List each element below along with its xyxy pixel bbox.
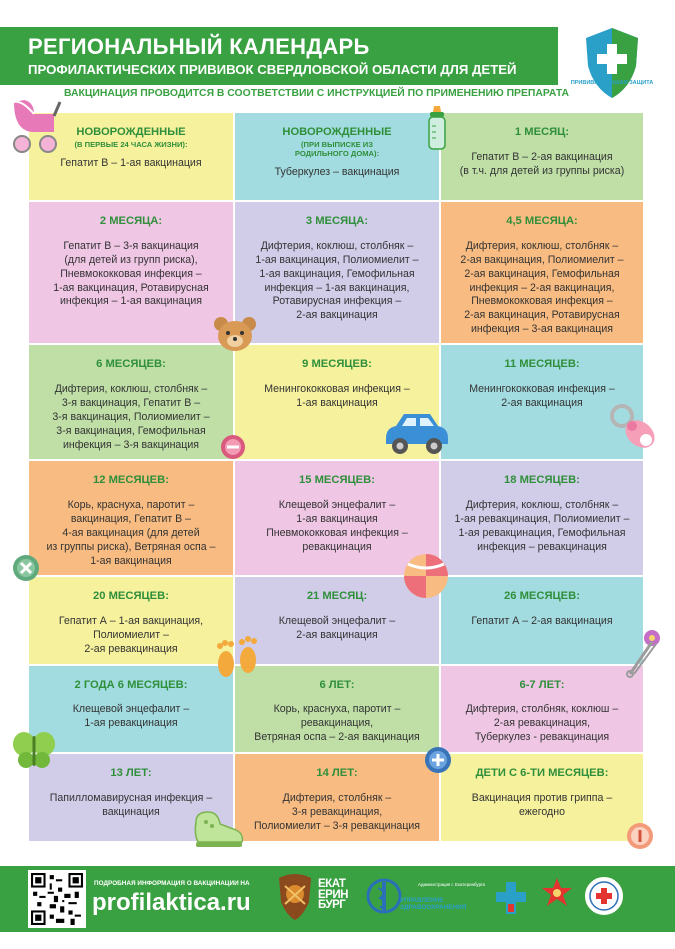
vaccine-list: Клещевой энцефалит – 1-ая ревакцинация bbox=[72, 703, 190, 730]
health-department-label bbox=[400, 897, 466, 912]
schedule-cell bbox=[234, 665, 440, 754]
age-label: 18 МЕСЯЦЕВ: bbox=[504, 474, 580, 487]
vaccine-list: Вакцинация против гриппа – ежегодно bbox=[471, 792, 613, 819]
schedule-cell bbox=[28, 344, 234, 460]
instruction-note: ВАКЦИНАЦИЯ ПРОВОДИТСЯ В СООТВЕТСТВИИ С ИНСТРУКЦИЕЙ ПО ПРИМЕНЕНИЮ ПРЕПАРАТА bbox=[64, 88, 570, 99]
footer-website-link[interactable]: profilaktica.ru bbox=[92, 889, 251, 916]
page-subtitle: ПРОФИЛАКТИЧЕСКИХ ПРИВИВОК СВЕРДЛОВСКОЙ ОБЛАСТИ ДЛЯ ДЕТЕЙ bbox=[28, 62, 517, 77]
schedule-cell bbox=[440, 753, 644, 842]
vaccine-list: Гепатит А – 2-ая вакцинация bbox=[471, 614, 613, 627]
vaccine-list: Корь, краснуха, паротит – ревакцинация, Ветряная оспа – 2-ая вакцинация bbox=[254, 703, 420, 744]
plus-button-icon bbox=[424, 746, 452, 774]
vaccination-grid bbox=[28, 112, 644, 842]
bottle-icon bbox=[426, 106, 448, 150]
vaccine-list: Гепатит В – 1-ая вакцинация bbox=[60, 156, 202, 169]
page-title: РЕГИОНАЛЬНЫЙ КАЛЕНДАРЬ bbox=[28, 34, 370, 59]
uprav-line-1: УПРАВЛЕНИЕ bbox=[400, 897, 444, 904]
age-label: 2 ГОДА 6 МЕСЯЦЕВ: bbox=[74, 678, 188, 691]
ekaterinburg-logo-text bbox=[318, 879, 348, 911]
age-label: 20 МЕСЯЦЕВ: bbox=[93, 589, 169, 602]
age-label: 3 МЕСЯЦА: bbox=[305, 214, 369, 227]
vaccine-list: Дифтерия, коклюш, столбняк – 1-ая вакцинация, Полиомиелит – 1-ая вакцинация, Гемофильная инфекция – 1-ая вакцинация, Ротавирусная инфекция – 2-ая вакцинация bbox=[255, 239, 419, 322]
vaccine-list: Корь, краснуха, паротит – вакцинация, Гепатит В – 4-ая вакцинация (для детей из группы риска), Ветряная оспа – 1-ая вакцинация bbox=[46, 498, 216, 567]
vaccine-list: Гепатит В – 3-я вакцинация (для детей из групп риска), Пневмококковая инфекция – 1-ая вакцинация, Ротавирусная инфекция – 1-ая вакцинация bbox=[53, 239, 209, 308]
footer-info-label: ПОДРОБНАЯ ИНФОРМАЦИЯ О ВАКЦИНАЦИИ НА bbox=[94, 880, 250, 887]
vaccine-list: Туберкулез – вакцинация bbox=[274, 166, 400, 179]
vaccine-list: Клещевой энцефалит – 1-ая вакцинация Пневмококковая инфекция – ревакцинация bbox=[266, 498, 408, 553]
schedule-cell bbox=[28, 576, 234, 665]
ekb-line-3: БУРГ bbox=[318, 899, 346, 912]
age-label: 15 МЕСЯЦЕВ: bbox=[299, 474, 375, 487]
age-label: НОВОРОЖДЕННЫЕ bbox=[282, 126, 392, 138]
vaccine-list: Дифтерия, коклюш, столбняк – 1-ая ревакцинация, Полиомиелит – 1-ая ревакцинация, Гемофильная инфекция – ревакцинация bbox=[454, 498, 630, 553]
age-label: НОВОРОЖДЕННЫЕ bbox=[76, 126, 186, 138]
vaccine-list: Клещевой энцефалит – 2-ая вакцинация bbox=[278, 614, 396, 641]
schedule-cell bbox=[234, 201, 440, 345]
medical-center-logo-icon bbox=[540, 876, 574, 916]
safety-pin-icon bbox=[622, 628, 662, 678]
vaccine-list: Менингококковая инфекция – 1-ая вакцинация bbox=[264, 383, 410, 410]
qr-code-icon bbox=[31, 873, 83, 925]
uprav-line-2: ЗДРАВООХРАНЕНИЯ bbox=[400, 904, 467, 912]
stroller-icon bbox=[8, 92, 62, 154]
shield-logo-icon bbox=[580, 26, 644, 104]
pacifier-icon bbox=[608, 402, 660, 456]
schedule-cell bbox=[28, 460, 234, 576]
teddy-bear-icon bbox=[213, 316, 257, 352]
schedule-cell bbox=[440, 576, 644, 665]
age-label: 21 МЕСЯЦ: bbox=[306, 589, 368, 602]
age-label: 26 МЕСЯЦЕВ: bbox=[504, 589, 580, 602]
schedule-cell bbox=[440, 201, 644, 345]
age-note: (ПРИ ВЫПИСКЕ ИЗ РОДИЛЬНОГО ДОМА): bbox=[294, 139, 380, 158]
cross-logo-icon bbox=[496, 880, 526, 916]
regional-logo-icon bbox=[582, 874, 626, 918]
age-label: 9 МЕСЯЦЕВ: bbox=[302, 358, 372, 371]
age-label: 12 МЕСЯЦЕВ: bbox=[93, 474, 169, 487]
footprints-icon bbox=[212, 636, 262, 680]
vaccine-list: Гепатит В – 2-ая вакцинация (в т.ч. для детей из группы риска) bbox=[459, 150, 625, 177]
schedule-cell bbox=[440, 460, 644, 576]
vaccine-list: Дифтерия, коклюш, столбняк – 3-я вакцинация, Гепатит В – 3-я вакцинация, Полиомиелит – 3-я вакцинация, Гемофильная инфекция – 3-я вакцинация bbox=[52, 383, 210, 452]
ekaterinburg-emblem-icon bbox=[275, 872, 315, 922]
cross-button-icon bbox=[12, 554, 40, 582]
schedule-cell bbox=[234, 753, 440, 842]
butterfly-icon bbox=[12, 730, 56, 770]
schedule-cell bbox=[440, 112, 644, 201]
vaccine-list: Менингококковая инфекция – 2-ая вакцинация bbox=[469, 383, 615, 410]
qr-code[interactable] bbox=[28, 870, 86, 928]
age-label: 1 МЕСЯЦ: bbox=[514, 126, 570, 138]
age-label: 6 ЛЕТ: bbox=[319, 678, 355, 691]
vaccine-list: Дифтерия, коклюш, столбняк – 2-ая вакцинация, Полиомиелит – 2-ая вакцинация, Гемофильная инфекция – 2-ая вакцинация, Пневмококковая инфекция – 2-ая вакцинация, Ротавирусная инфекция – 3-ая вакцинация bbox=[460, 239, 624, 336]
administration-label: Администрация г. Екатеринбурга bbox=[418, 882, 485, 887]
age-label: 2 МЕСЯЦА: bbox=[99, 214, 163, 227]
logo-caption: ПРИВИВКА ЛУЧШАЯ ЗАЩИТА bbox=[570, 80, 654, 86]
schedule-cell bbox=[440, 665, 644, 754]
age-label: 6-7 ЛЕТ: bbox=[519, 678, 565, 691]
vaccine-list: Дифтерия, столбняк, коклюш – 2-ая ревакцинация, Туберкулез - ревакцинация bbox=[465, 703, 619, 744]
ball-icon bbox=[402, 552, 450, 600]
vaccine-list: Гепатит А – 1-ая вакцинация, Полиомиелит – 2-ая ревакцинация bbox=[58, 614, 204, 655]
vaccine-list: Дифтерия, столбняк – 3-я ревакцинация, Полиомиелит – 3-я ревакцинация bbox=[253, 792, 421, 833]
ekb-line-1: ЕКАТ bbox=[318, 878, 346, 890]
vaccine-list: Папилломавирусная инфекция – вакцинация bbox=[49, 792, 213, 819]
age-label: ДЕТИ С 6-ТИ МЕСЯЦЕВ: bbox=[475, 767, 609, 780]
schedule-cell bbox=[28, 201, 234, 345]
button-icon bbox=[626, 822, 654, 850]
health-emblem-icon bbox=[366, 876, 402, 918]
age-note: (В ПЕРВЫЕ 24 ЧАСА ЖИЗНИ): bbox=[74, 139, 188, 149]
schedule-cell bbox=[234, 112, 440, 201]
minus-button-icon bbox=[220, 434, 246, 460]
age-label: 14 ЛЕТ: bbox=[316, 767, 358, 780]
age-label: 6 МЕСЯЦЕВ: bbox=[96, 358, 166, 371]
baby-shoe-icon bbox=[190, 808, 246, 850]
age-label: 11 МЕСЯЦЕВ: bbox=[504, 358, 580, 371]
toy-car-icon bbox=[380, 408, 452, 458]
schedule-cell bbox=[28, 665, 234, 754]
age-label: 4,5 МЕСЯЦА: bbox=[506, 214, 578, 227]
age-label: 13 ЛЕТ: bbox=[110, 767, 152, 780]
ekb-line-2: ЕРИН bbox=[318, 888, 348, 901]
